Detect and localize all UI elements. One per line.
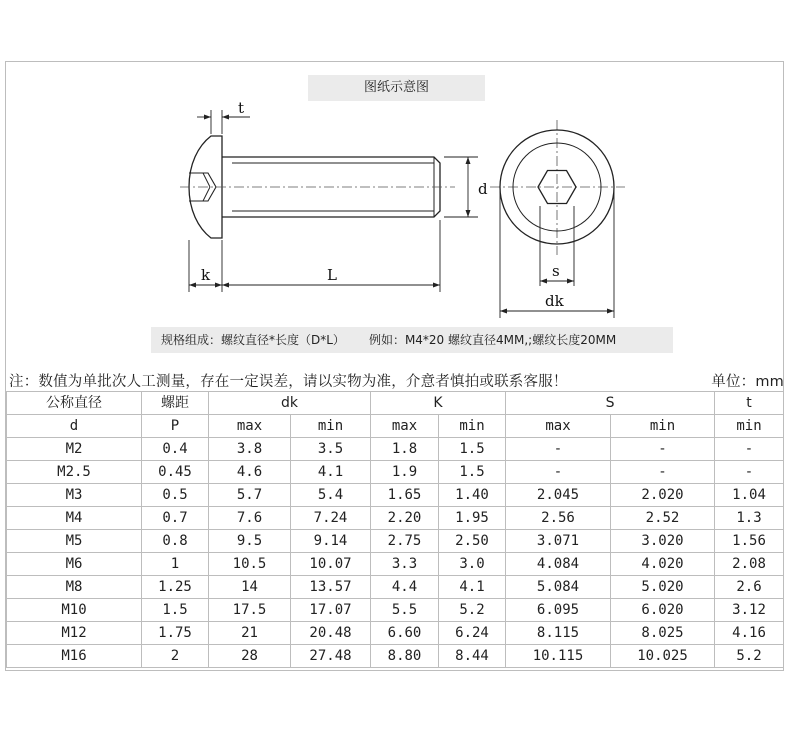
table-cell: 13.57: [291, 576, 371, 599]
table-cell: 1.5: [142, 599, 209, 622]
table-cell: -: [715, 461, 784, 484]
table-row: [7, 438, 784, 461]
table-row: [7, 553, 784, 576]
table-cell: 2.52: [611, 507, 715, 530]
table-row: [7, 599, 784, 622]
table-cell: 4.1: [291, 461, 371, 484]
table-cell: 4.4: [371, 576, 439, 599]
table-cell: 4.6: [209, 461, 291, 484]
label-s: s: [552, 262, 560, 280]
table-row: [7, 645, 784, 668]
table-cell: M3: [7, 484, 142, 507]
table-row: [7, 507, 784, 530]
table-cell: 1.8: [371, 438, 439, 461]
table-cell: 0.8: [142, 530, 209, 553]
table-cell: 4.1: [439, 576, 506, 599]
subheader-cell: d: [7, 415, 142, 438]
table-cell: 14: [209, 576, 291, 599]
table-cell: 10.025: [611, 645, 715, 668]
subheader-cell: P: [142, 415, 209, 438]
table-row: [7, 622, 784, 645]
table-cell: 2.045: [506, 484, 611, 507]
table-cell: 9.5: [209, 530, 291, 553]
table-cell: 8.115: [506, 622, 611, 645]
subheader-cell: min: [439, 415, 506, 438]
table-cell: 6.020: [611, 599, 715, 622]
subheader-cell: min: [611, 415, 715, 438]
table-cell: 7.6: [209, 507, 291, 530]
table-cell: 3.071: [506, 530, 611, 553]
table-cell: 8.025: [611, 622, 715, 645]
subheader-cell: max: [371, 415, 439, 438]
table-cell: 5.5: [371, 599, 439, 622]
table-cell: 1.75: [142, 622, 209, 645]
unit-label: 单位：mm: [711, 374, 784, 390]
table-cell: 1.95: [439, 507, 506, 530]
note-text: 注：数值为单批次人工测量，存在一定误差，请以实物为准，介意者慎拍或联系客服！: [9, 374, 568, 390]
subheader-cell: min: [291, 415, 371, 438]
table-cell: M6: [7, 553, 142, 576]
table-cell: 3.020: [611, 530, 715, 553]
header-s: S: [506, 392, 715, 415]
table-cell: 0.45: [142, 461, 209, 484]
table-cell: 27.48: [291, 645, 371, 668]
spec-label: 规格组成：螺纹直径*长度（D*L）: [161, 333, 345, 347]
table-cell: 2.56: [506, 507, 611, 530]
header-dk: dk: [209, 392, 371, 415]
table-cell: 0.7: [142, 507, 209, 530]
table-cell: 0.4: [142, 438, 209, 461]
table-cell: 21: [209, 622, 291, 645]
table-cell: 1.04: [715, 484, 784, 507]
table-cell: 1.9: [371, 461, 439, 484]
table-cell: 5.4: [291, 484, 371, 507]
table-cell: -: [715, 438, 784, 461]
table-row: [7, 484, 784, 507]
table-cell: 1.5: [439, 461, 506, 484]
table-cell: 2.50: [439, 530, 506, 553]
table-cell: 2.75: [371, 530, 439, 553]
label-d: d: [478, 180, 488, 198]
table-cell: M4: [7, 507, 142, 530]
table-cell: 2.6: [715, 576, 784, 599]
table-cell: -: [611, 438, 715, 461]
table-cell: 1.25: [142, 576, 209, 599]
label-k: k: [201, 266, 211, 284]
table-cell: 1.40: [439, 484, 506, 507]
drawing-title: 图纸示意图: [308, 75, 485, 101]
table-cell: 1.56: [715, 530, 784, 553]
table-cell: 5.2: [439, 599, 506, 622]
table-cell: 6.095: [506, 599, 611, 622]
table-cell: 5.7: [209, 484, 291, 507]
table-cell: 17.07: [291, 599, 371, 622]
table-cell: 3.12: [715, 599, 784, 622]
table-cell: M2: [7, 438, 142, 461]
table-cell: 3.8: [209, 438, 291, 461]
table-cell: 4.084: [506, 553, 611, 576]
table-cell: 1.5: [439, 438, 506, 461]
table-cell: 28: [209, 645, 291, 668]
table-subheader-row: [7, 415, 784, 438]
dimension-table: [6, 391, 784, 668]
table-cell: 3.0: [439, 553, 506, 576]
table-cell: 17.5: [209, 599, 291, 622]
table-row: [7, 461, 784, 484]
table-cell: -: [506, 438, 611, 461]
header-k: K: [371, 392, 506, 415]
table-cell: 7.24: [291, 507, 371, 530]
table-cell: 6.60: [371, 622, 439, 645]
table-cell: -: [506, 461, 611, 484]
table-cell: 2: [142, 645, 209, 668]
table-cell: 10.115: [506, 645, 611, 668]
table-row: [7, 576, 784, 599]
table-cell: 10.07: [291, 553, 371, 576]
bolt-drawing: [0, 0, 790, 360]
table-cell: 0.5: [142, 484, 209, 507]
spec-example: 例如：M4*20 螺纹直径4MM,;螺纹长度20MM: [368, 333, 617, 347]
header-t: t: [715, 392, 784, 415]
table-cell: 2.20: [371, 507, 439, 530]
table-cell: M16: [7, 645, 142, 668]
header-nominal-diameter: 公称直径: [7, 392, 142, 415]
table-cell: M8: [7, 576, 142, 599]
table-cell: 2.020: [611, 484, 715, 507]
table-cell: 5.020: [611, 576, 715, 599]
table-cell: -: [611, 461, 715, 484]
table-cell: 8.80: [371, 645, 439, 668]
table-cell: M5: [7, 530, 142, 553]
label-L: L: [327, 266, 337, 284]
table-cell: 4.16: [715, 622, 784, 645]
table-cell: M10: [7, 599, 142, 622]
table-cell: 6.24: [439, 622, 506, 645]
table-cell: 3.5: [291, 438, 371, 461]
table-cell: 5.2: [715, 645, 784, 668]
table-cell: 10.5: [209, 553, 291, 576]
table-cell: 1.3: [715, 507, 784, 530]
table-cell: 1: [142, 553, 209, 576]
subheader-cell: max: [506, 415, 611, 438]
measurement-note: [9, 370, 784, 391]
table-cell: M2.5: [7, 461, 142, 484]
table-cell: 8.44: [439, 645, 506, 668]
table-cell: 1.65: [371, 484, 439, 507]
header-pitch: 螺距: [142, 392, 209, 415]
table-cell: 2.08: [715, 553, 784, 576]
table-cell: M12: [7, 622, 142, 645]
table-cell: 20.48: [291, 622, 371, 645]
table-cell: 4.020: [611, 553, 715, 576]
label-t: t: [238, 99, 245, 117]
subheader-cell: min: [715, 415, 784, 438]
spec-caption: [151, 327, 673, 353]
label-dk: dk: [545, 292, 564, 310]
table-header-row: [7, 392, 784, 415]
table-cell: 9.14: [291, 530, 371, 553]
table-row: [7, 530, 784, 553]
table-cell: 5.084: [506, 576, 611, 599]
table-cell: 3.3: [371, 553, 439, 576]
subheader-cell: max: [209, 415, 291, 438]
